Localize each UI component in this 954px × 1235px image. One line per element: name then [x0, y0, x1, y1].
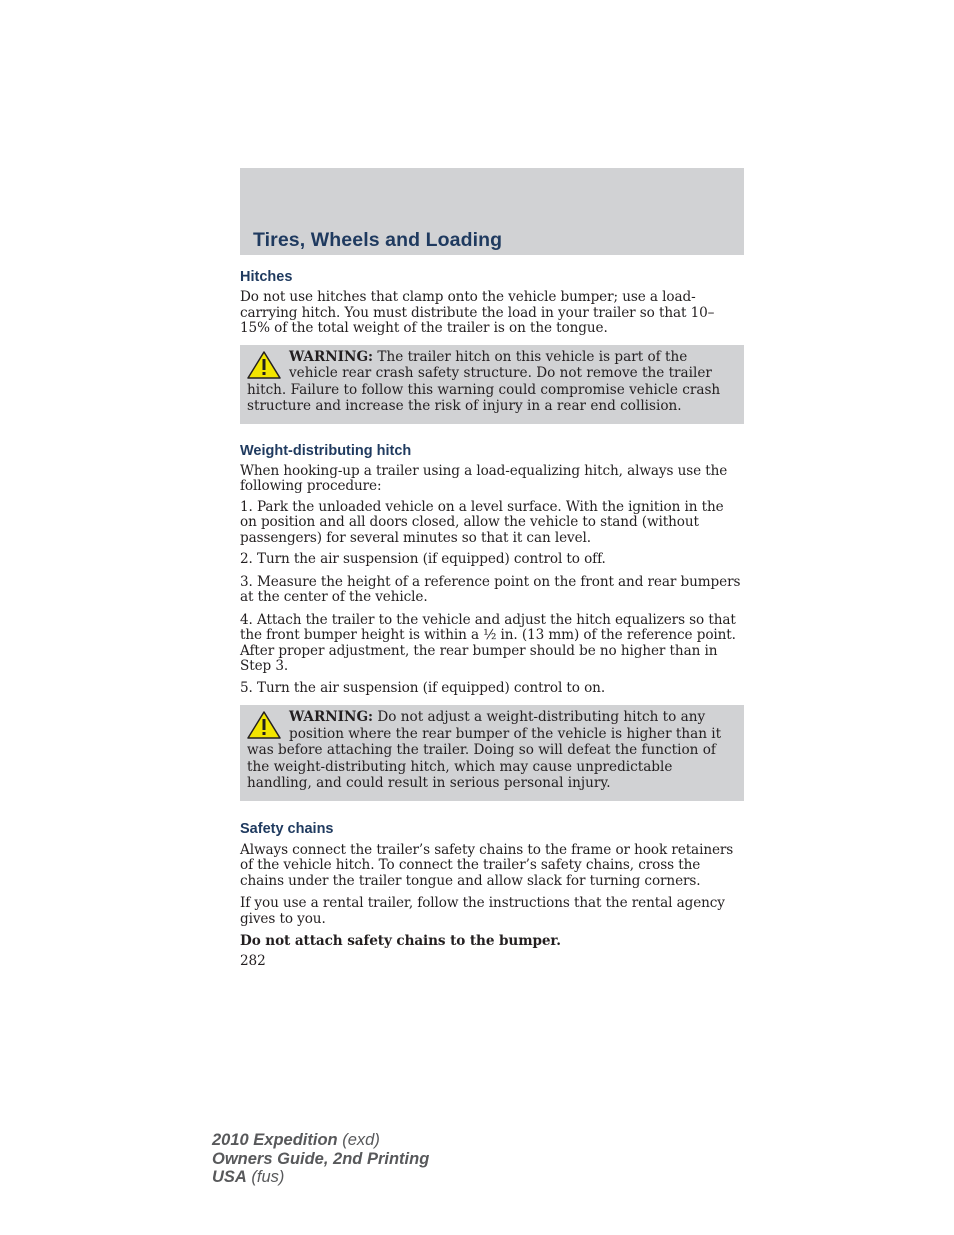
weight-hitch-warning-text: Do not adjust a weight-distributing hitch to any position where the rear bumper of the vehicle is higher than it was before attaching the trailer. Doing so will defeat the function of the weight-distributing hitch, which may cause unpredictable handling, and could result in serious personal injury. — [247, 709, 722, 791]
page-number: 282 — [240, 952, 266, 969]
weight-distributing-intro: When hooking-up a trailer using a load-equalizing hitch, always use the following procedure: — [240, 462, 728, 494]
footer-line-1 — [212, 1131, 429, 1150]
footer-model: 2010 Expedition — [212, 1131, 338, 1149]
weight-hitch-warning-label: WARNING: — [289, 709, 374, 725]
safety-chains-para-2: If you use a rental trailer, follow the instructions that the rental agency gives to you. — [240, 895, 725, 927]
hitch-warning-text: The trailer hitch on this vehicle is part of the vehicle rear crash safety structure. Do not remove the trailer hitch. Failure to follow this warning could compromise vehicle crash structure and increase the risk of injury in a rear end collision. — [247, 348, 721, 414]
document-footer — [212, 1131, 429, 1187]
footer-market-code: (fus) — [246, 1168, 285, 1186]
safety-chains-para-1: Always connect the trailer’s safety chains to the frame or hook retainers of the vehicle hitch. To connect the trailer’s safety chains, cross the chains under the trailer tongue and allow slack for turning corners. — [240, 841, 734, 889]
step-5: 5. Turn the air suspension (if equipped) control to on. — [240, 679, 606, 696]
footer-line-3 — [212, 1168, 429, 1187]
warning-triangle-icon — [247, 351, 281, 379]
weight-hitch-warning-box — [240, 705, 744, 801]
hitch-warning-label: WARNING: — [289, 348, 374, 365]
footer-line-2: Owners Guide, 2nd Printing — [212, 1149, 430, 1168]
hitch-warning-box — [240, 345, 744, 424]
hitches-body: Do not use hitches that clamp onto the vehicle bumper; use a load-carrying hitch. You must distribute the load in your trailer so that 10–15% of the total weight of the trailer is on the tongue. — [240, 289, 715, 336]
section-title: Tires, Wheels and Loading — [253, 229, 503, 251]
step-3: 3. Measure the height of a reference point on the front and rear bumpers at the center of the vehicle. — [240, 573, 741, 605]
section-header-band — [240, 168, 744, 255]
footer-model-code: (exd) — [337, 1131, 380, 1149]
step-2: 2. Turn the air suspension (if equipped) control to off. — [240, 551, 606, 567]
step-4: 4. Attach the trailer to the vehicle and adjust the hitch equalizers so that the front bumper height is within a ½ in. (13 mm) of the reference point. After proper adjustment, the rear bumper should be no higher than in Step 3. — [240, 611, 736, 674]
safety-chains-heading: Safety chains — [240, 820, 334, 837]
weight-distributing-heading: Weight-distributing hitch — [240, 442, 412, 459]
step-1: 1. Park the unloaded vehicle on a level surface. With the ignition in the on position and all doors closed, allow the vehicle to stand (without passengers) for several minutes so that it can level. — [240, 498, 724, 546]
warning-triangle-icon — [247, 711, 281, 739]
footer-market: USA — [212, 1168, 247, 1186]
hitches-heading: Hitches — [240, 269, 293, 285]
page-content — [240, 168, 744, 969]
safety-chains-bold-note: Do not attach safety chains to the bumper. — [240, 933, 561, 949]
